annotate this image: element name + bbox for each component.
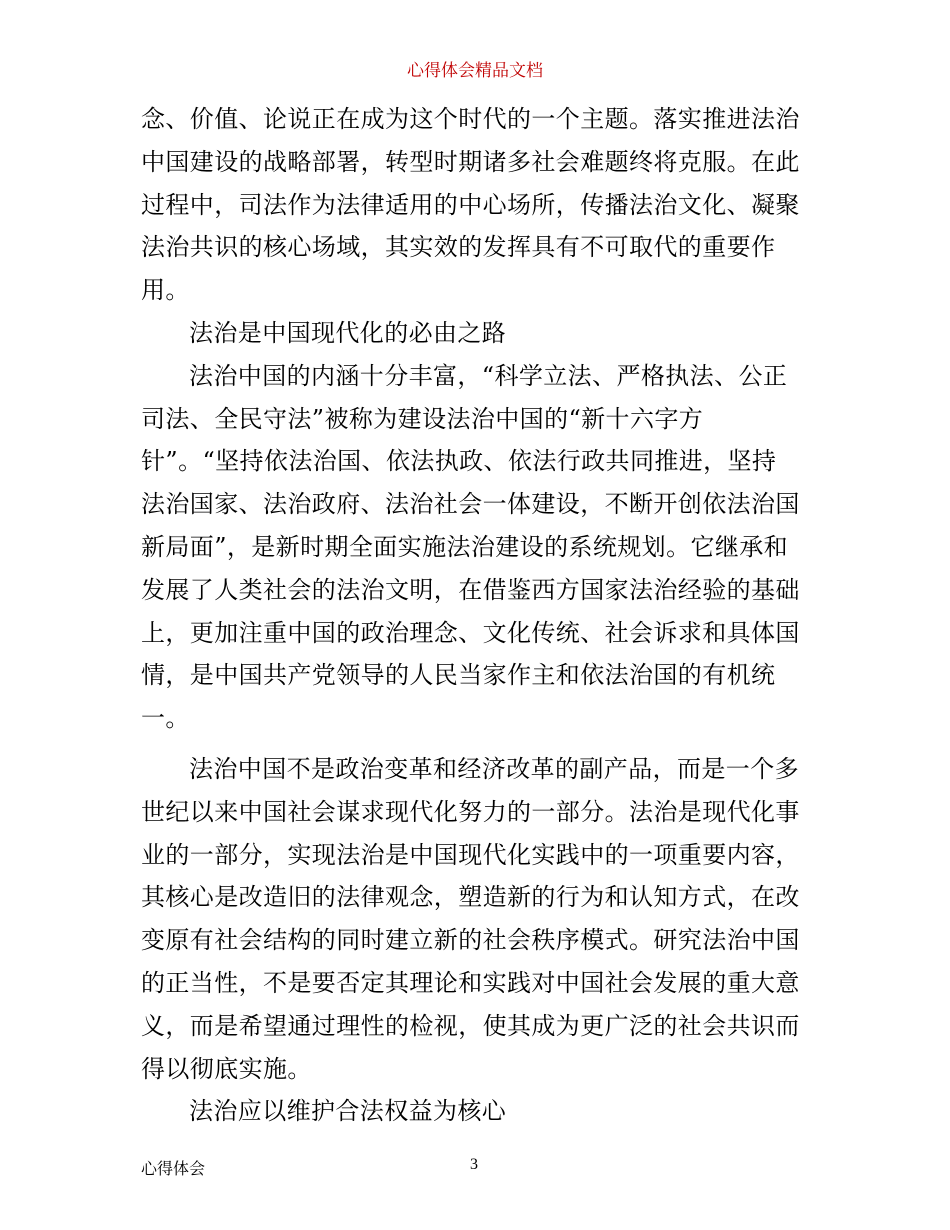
page-number: 3 xyxy=(470,1156,478,1173)
document-body xyxy=(141,98,813,1133)
section-heading: 法治应以维护合法权益为核心 xyxy=(189,1097,507,1126)
document-header-title: 心得体会精品文档 xyxy=(407,61,543,81)
body-line: 情，是中国共产党领导的人民当家作主和依法治国的有机统 xyxy=(141,661,776,690)
body-line: 新局面”，是新时期全面实施法治建设的系统规划。它继承和 xyxy=(141,532,789,561)
body-line: 法治共识的核心场域，其实效的发挥具有不可取代的重要作 xyxy=(141,233,776,262)
body-line: 用。 xyxy=(141,276,190,305)
body-line: 司法、全民守法”被称为建设法治中国的“新十六字方 xyxy=(141,404,704,433)
body-line: 过程中，司法作为法律适用的中心场所，传播法治文化、凝聚 xyxy=(141,190,800,219)
body-line: 念、价值、论说正在成为这个时代的一个主题。落实推进法治 xyxy=(141,105,800,133)
body-line: 发展了人类社会的法治文明，在借鉴西方国家法治经验的基础 xyxy=(141,575,800,604)
body-line: 法治中国的内涵十分丰富，“科学立法、严格执法、公正 xyxy=(189,361,788,390)
body-line: 变原有社会结构的同时建立新的社会秩序模式。研究法治中国 xyxy=(141,926,800,955)
body-line: 上，更加注重中国的政治理念、文化传统、社会诉求和具体国 xyxy=(141,618,800,647)
body-line: 一。 xyxy=(141,704,190,733)
body-line: 法治国家、法治政府、法治社会一体建设，不断开创依法治国 xyxy=(141,490,800,519)
body-line: 业的一部分，实现法治是中国现代化实践中的一项重要内容， xyxy=(141,840,800,869)
body-line: 世纪以来中国社会谋求现代化努力的一部分。法治是现代化事 xyxy=(141,797,800,826)
body-line: 的正当性，不是要否定其理论和实践对中国社会发展的重大意 xyxy=(141,968,800,997)
footer-label: 心得体会 xyxy=(141,1159,206,1178)
body-line: 得以彻底实施。 xyxy=(141,1054,312,1083)
body-line: 其核心是改造旧的法律观念，塑造新的行为和认知方式，在改 xyxy=(141,883,800,912)
body-line: 中国建设的战略部署，转型时期诸多社会难题终将克服。在此 xyxy=(141,147,800,176)
body-line: 义，而是希望通过理性的检视，使其成为更广泛的社会共识而 xyxy=(141,1011,800,1040)
section-heading: 法治是中国现代化的必由之路 xyxy=(189,318,507,347)
body-line: 针”。“坚持依法治国、依法执政、依法行政共同推进，坚持 xyxy=(141,447,777,476)
body-line: 法治中国不是政治变革和经济改革的副产品，而是一个多 xyxy=(189,754,799,783)
